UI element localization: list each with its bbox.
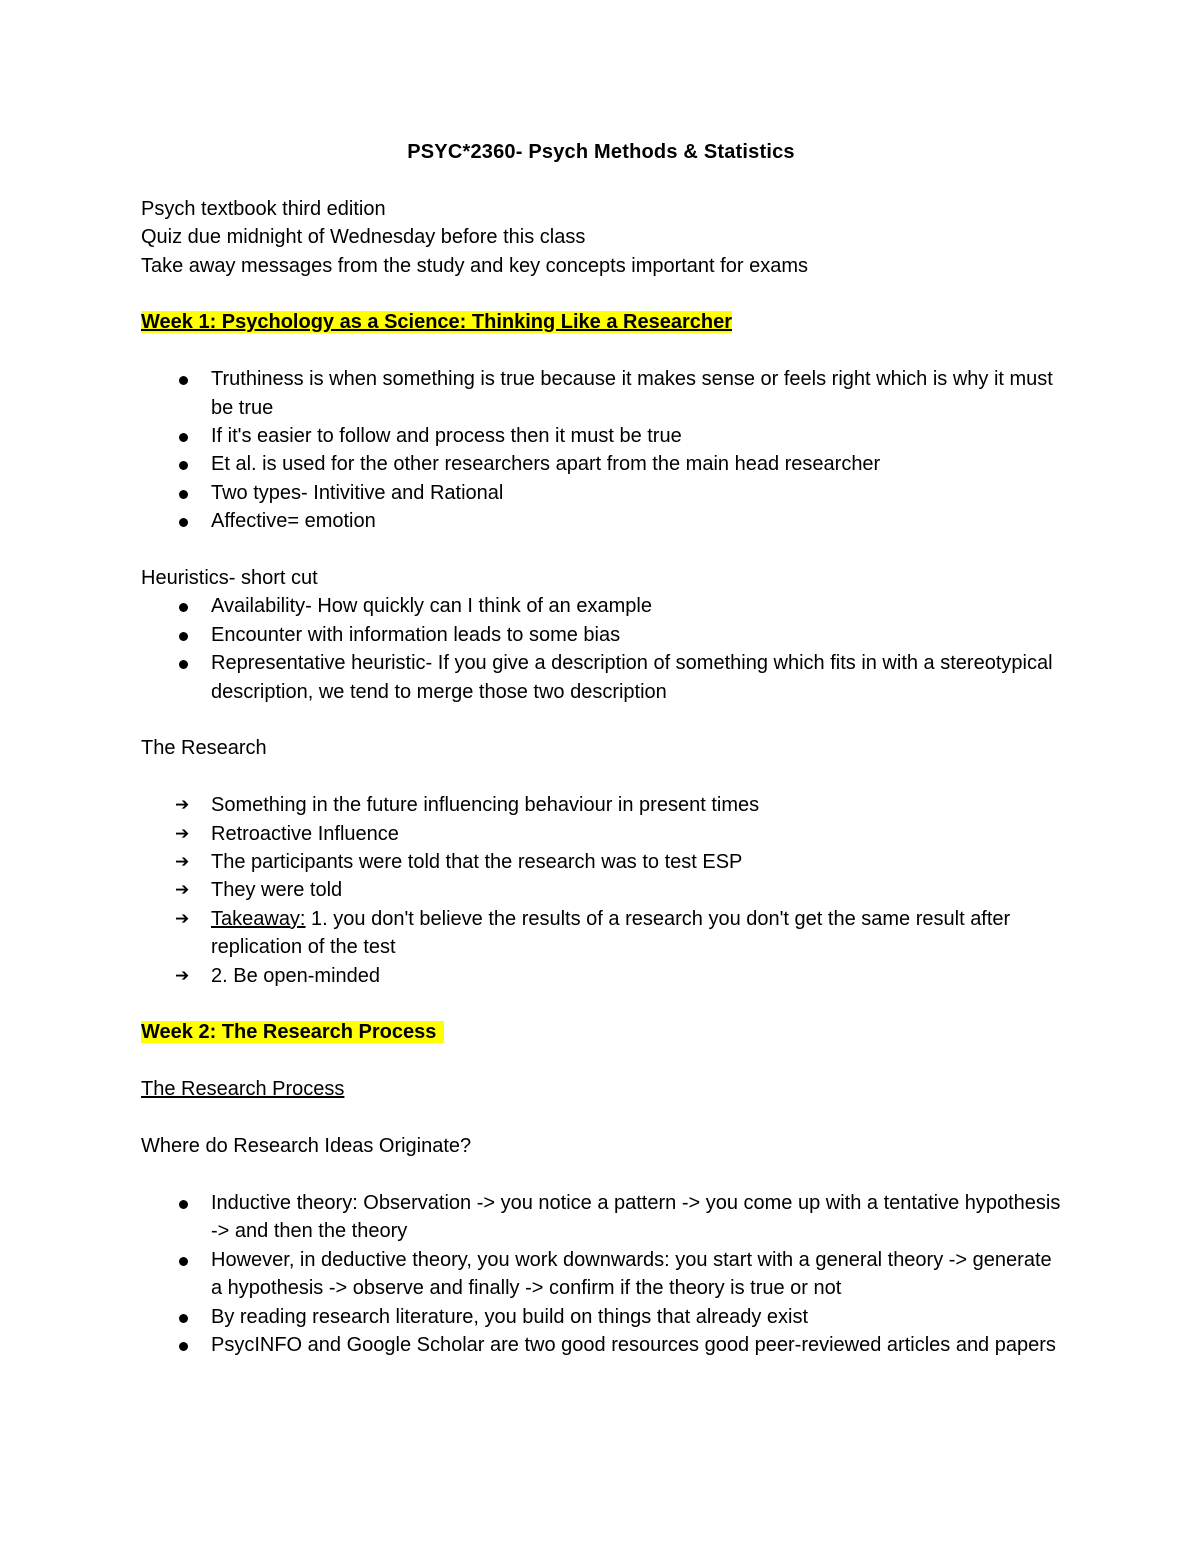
bullet-icon: [179, 376, 188, 385]
bullet-icon: [179, 433, 188, 442]
document-body: [141, 138, 1061, 1359]
research-label: The Research: [141, 737, 267, 760]
right-arrow-icon: ➔: [175, 880, 190, 901]
list-item: Availability- How quickly can I think of an example: [141, 592, 1061, 620]
document-title: PSYC*2360- Psych Methods & Statistics: [407, 141, 795, 163]
list-item: ➔ Something in the future influencing behaviour in present times: [141, 791, 1061, 819]
list-item: However, in deductive theory, you work downwards: you start with a general theory -> generate a hypothesis -> observe and finally -> confirm if the theory is true or not: [141, 1246, 1061, 1303]
week1-bullet-list: [141, 365, 1061, 535]
list-item: ➔ 2. Be open-minded: [141, 962, 1061, 990]
intro-line: Take away messages from the study and key concepts important for exams: [141, 254, 808, 277]
bullet-icon: [179, 660, 188, 669]
list-item: Et al. is used for the other researchers apart from the main head researcher: [141, 450, 1061, 478]
intro-line: Psych textbook third edition: [141, 197, 386, 220]
week2-heading: [141, 1018, 1061, 1046]
right-arrow-icon: ➔: [175, 852, 190, 873]
week2-subheading: The Research Process: [141, 1078, 345, 1101]
bullet-icon: [179, 603, 188, 612]
list-item: Affective= emotion: [141, 507, 1061, 535]
list-item: ➔ They were told: [141, 876, 1061, 904]
list-item: ➔ Retroactive Influence: [141, 820, 1061, 848]
bullet-icon: [179, 1200, 188, 1209]
right-arrow-icon: ➔: [175, 823, 190, 844]
bullet-icon: [179, 461, 188, 470]
list-item: Truthiness is when something is true because it makes sense or feels right which is why it must be true: [141, 365, 1061, 422]
week2-bullet-list: [141, 1189, 1061, 1359]
week2-heading-text: Week 2: The Research Process: [141, 1021, 444, 1043]
list-item: Two types- Intivitive and Rational: [141, 479, 1061, 507]
takeaway-text: 1. you don't believe the results of a research you don't get the same result after replication of the test: [211, 907, 1011, 959]
list-item: Inductive theory: Observation -> you notice a pattern -> you come up with a tentative hypothesis -> and then the theory: [141, 1189, 1061, 1246]
right-arrow-icon: ➔: [175, 908, 190, 929]
bullet-icon: [179, 518, 188, 527]
week1-heading-text: Week 1: Psychology as a Science: Thinking Like a Researcher: [141, 311, 732, 334]
bullet-icon: [179, 632, 188, 641]
research-arrow-list: [141, 791, 1061, 990]
heuristics-label: Heuristics- short cut: [141, 567, 318, 590]
takeaway-label: Takeaway:: [211, 907, 306, 930]
list-item: By reading research literature, you build on things that already exist: [141, 1303, 1061, 1331]
list-item: Representative heuristic- If you give a description of something which fits in with a stereotypical description, we tend to merge those two description: [141, 649, 1061, 706]
list-item: [141, 905, 1061, 962]
bullet-icon: [179, 490, 188, 499]
week1-heading: [141, 308, 1061, 336]
bullet-icon: [179, 1314, 188, 1323]
list-item: If it's easier to follow and process then it must be true: [141, 422, 1061, 450]
intro-line: Quiz due midnight of Wednesday before this class: [141, 226, 586, 249]
bullet-icon: [179, 1342, 188, 1351]
bullet-icon: [179, 1257, 188, 1266]
heuristics-bullet-list: [141, 592, 1061, 706]
right-arrow-icon: ➔: [175, 795, 190, 816]
right-arrow-icon: ➔: [175, 965, 190, 986]
list-item: ➔ The participants were told that the research was to test ESP: [141, 848, 1061, 876]
week2-question: Where do Research Ideas Originate?: [141, 1135, 472, 1158]
list-item: Encounter with information leads to some bias: [141, 621, 1061, 649]
list-item: PsycINFO and Google Scholar are two good resources good peer-reviewed articles and papers: [141, 1331, 1061, 1359]
